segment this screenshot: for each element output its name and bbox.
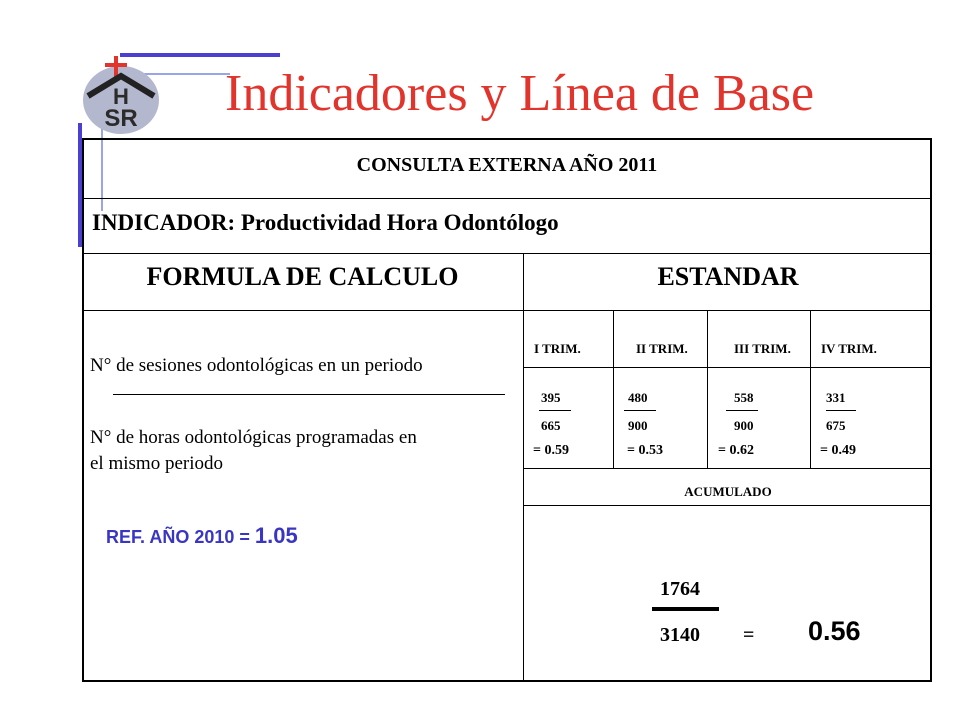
table-divider — [82, 198, 932, 199]
acumulado-label: ACUMULADO — [684, 484, 772, 499]
page-title: Indicadores y Línea de Base — [225, 65, 815, 122]
table-divider — [524, 367, 932, 368]
trimester-label: I TRIM. — [534, 341, 581, 356]
fraction-line — [113, 394, 505, 395]
table-divider — [524, 505, 932, 506]
formula-column-header: FORMULA DE CALCULO — [146, 262, 459, 291]
fraction-line — [826, 410, 856, 411]
formula-numerator: N° de sesiones odontológicas en un periodo — [90, 355, 423, 376]
table-divider — [82, 253, 932, 254]
table-divider — [613, 310, 614, 468]
trimester-denominator: 900 — [734, 418, 754, 433]
trimester-denominator: 675 — [826, 418, 846, 433]
trimester-label: III TRIM. — [734, 341, 791, 356]
trimester-denominator: 900 — [628, 418, 648, 433]
indicator-name: INDICADOR: Productividad Hora Odontólogo — [92, 210, 559, 235]
acumulado-denominator: 3140 — [660, 624, 700, 646]
trimester-denominator: 665 — [541, 418, 561, 433]
fraction-line — [726, 410, 758, 411]
trimester-result: = 0.49 — [820, 443, 856, 458]
trimester-result: = 0.62 — [718, 443, 754, 458]
fraction-line — [624, 410, 656, 411]
formula-denominator-line2: el mismo periodo — [90, 453, 223, 474]
reference-label: REF. AÑO 2010 = — [106, 527, 255, 547]
logo-text-sr: SR — [104, 105, 138, 132]
table-divider — [524, 468, 932, 469]
consulta-heading: CONSULTA EXTERNA AÑO 2011 — [356, 154, 658, 176]
acumulado-numerator: 1764 — [660, 578, 700, 600]
trimester-numerator: 480 — [628, 390, 648, 405]
reference-number: 1.05 — [254, 523, 298, 548]
trimester-numerator: 331 — [826, 390, 846, 405]
table-divider — [810, 310, 811, 468]
trimester-numerator: 558 — [734, 390, 754, 405]
trimester-label: II TRIM. — [636, 341, 688, 356]
logo-text-h: H — [113, 84, 129, 109]
trimester-label: IV TRIM. — [821, 341, 877, 356]
formula-denominator-line1: N° de horas odontológicas programadas en — [90, 427, 417, 448]
trimester-numerator: 395 — [541, 390, 561, 405]
trimester-result: = 0.59 — [533, 443, 569, 458]
fraction-line — [652, 607, 719, 611]
table-divider — [82, 310, 932, 311]
equals-sign: = — [743, 624, 755, 646]
reference-value — [106, 523, 298, 549]
acumulado-result: 0.56 — [808, 616, 861, 646]
standard-column-header: ESTANDAR — [657, 262, 799, 291]
table-divider — [707, 310, 708, 468]
fraction-line — [539, 410, 571, 411]
hospital-logo — [80, 50, 162, 136]
trimester-result: = 0.53 — [627, 443, 663, 458]
